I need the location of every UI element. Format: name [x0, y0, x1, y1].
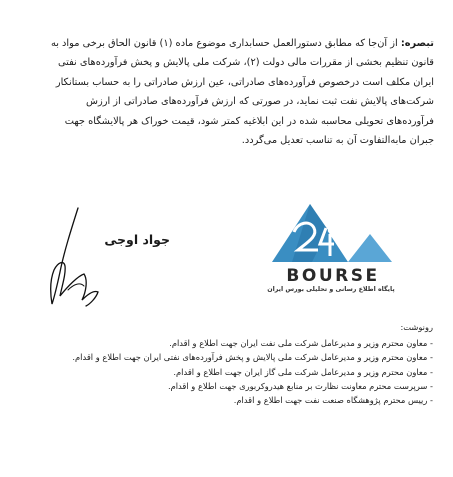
recipient-item: - معاون محترم وزیر و مدیرعامل شرکت ملی گاز ایران جهت اطلاع و اقدام.: [173, 366, 433, 377]
logo-wordmark: BOURSE: [286, 266, 380, 286]
recipients-heading: رونوشت:: [400, 322, 433, 332]
note-line-4: شرکت‌های پالایش نفت ثبت نماید، در صورتی که ارزش فرآورده‌های صادراتی از ارزش: [86, 96, 434, 108]
recipient-item: - سرپرست محترم معاونت نظارت بر منابع هیدروکربوری جهت اطلاع و اقدام.: [167, 380, 433, 391]
bourse-logo: [252, 200, 410, 310]
note-line-2: قانون تنظیم بخشی از مقررات مالی دولت (۲)، شرکت ملی پالایش و پخش فرآورده‌های نفتی: [57, 57, 434, 69]
handwritten-signature: [38, 200, 108, 315]
note-line-1: تبصره: از آن‌جا که مطابق دستورالعمل حسابداری موضوع ماده (۱) قانون الحاق برخی مواد به: [50, 38, 434, 49]
note-line-5: فرآورده‌های تحویلی محاسبه شده در این ابلاغیه کمتر شود، قیمت خوراک هر پالایشگاه جهت: [64, 115, 434, 127]
recipients-list: [72, 320, 433, 407]
recipient-item: - رییس محترم پژوهشگاه صنعت نفت جهت اطلاع و اقدام.: [233, 395, 433, 406]
note-paragraph: [22, 34, 434, 150]
note-line-3: ایران مکلف است درخصوص فرآورده‌های صادراتی، عین ارزش صادراتی را به حساب بستانکار: [55, 76, 434, 88]
recipient-item: - معاون محترم وزیر و مدیرعامل شرکت ملی نفت ایران جهت اطلاع و اقدام.: [169, 338, 433, 349]
note-lead: تبصره:: [400, 38, 434, 49]
note-line-6: جبران مابه‌التفاوت آن به تناسب تعدیل می‌گردد.: [241, 135, 434, 147]
logo-tagline: پایگاه اطلاع رسانی و تحلیلی بورس ایران: [267, 286, 395, 293]
signatory-name: جواد اوجی: [104, 232, 170, 247]
recipient-item: - معاون محترم وزیر و مدیرعامل شرکت ملی پالایش و پخش فرآورده‌های نفتی ایران جهت اطلاع و اقدام.: [72, 352, 433, 363]
